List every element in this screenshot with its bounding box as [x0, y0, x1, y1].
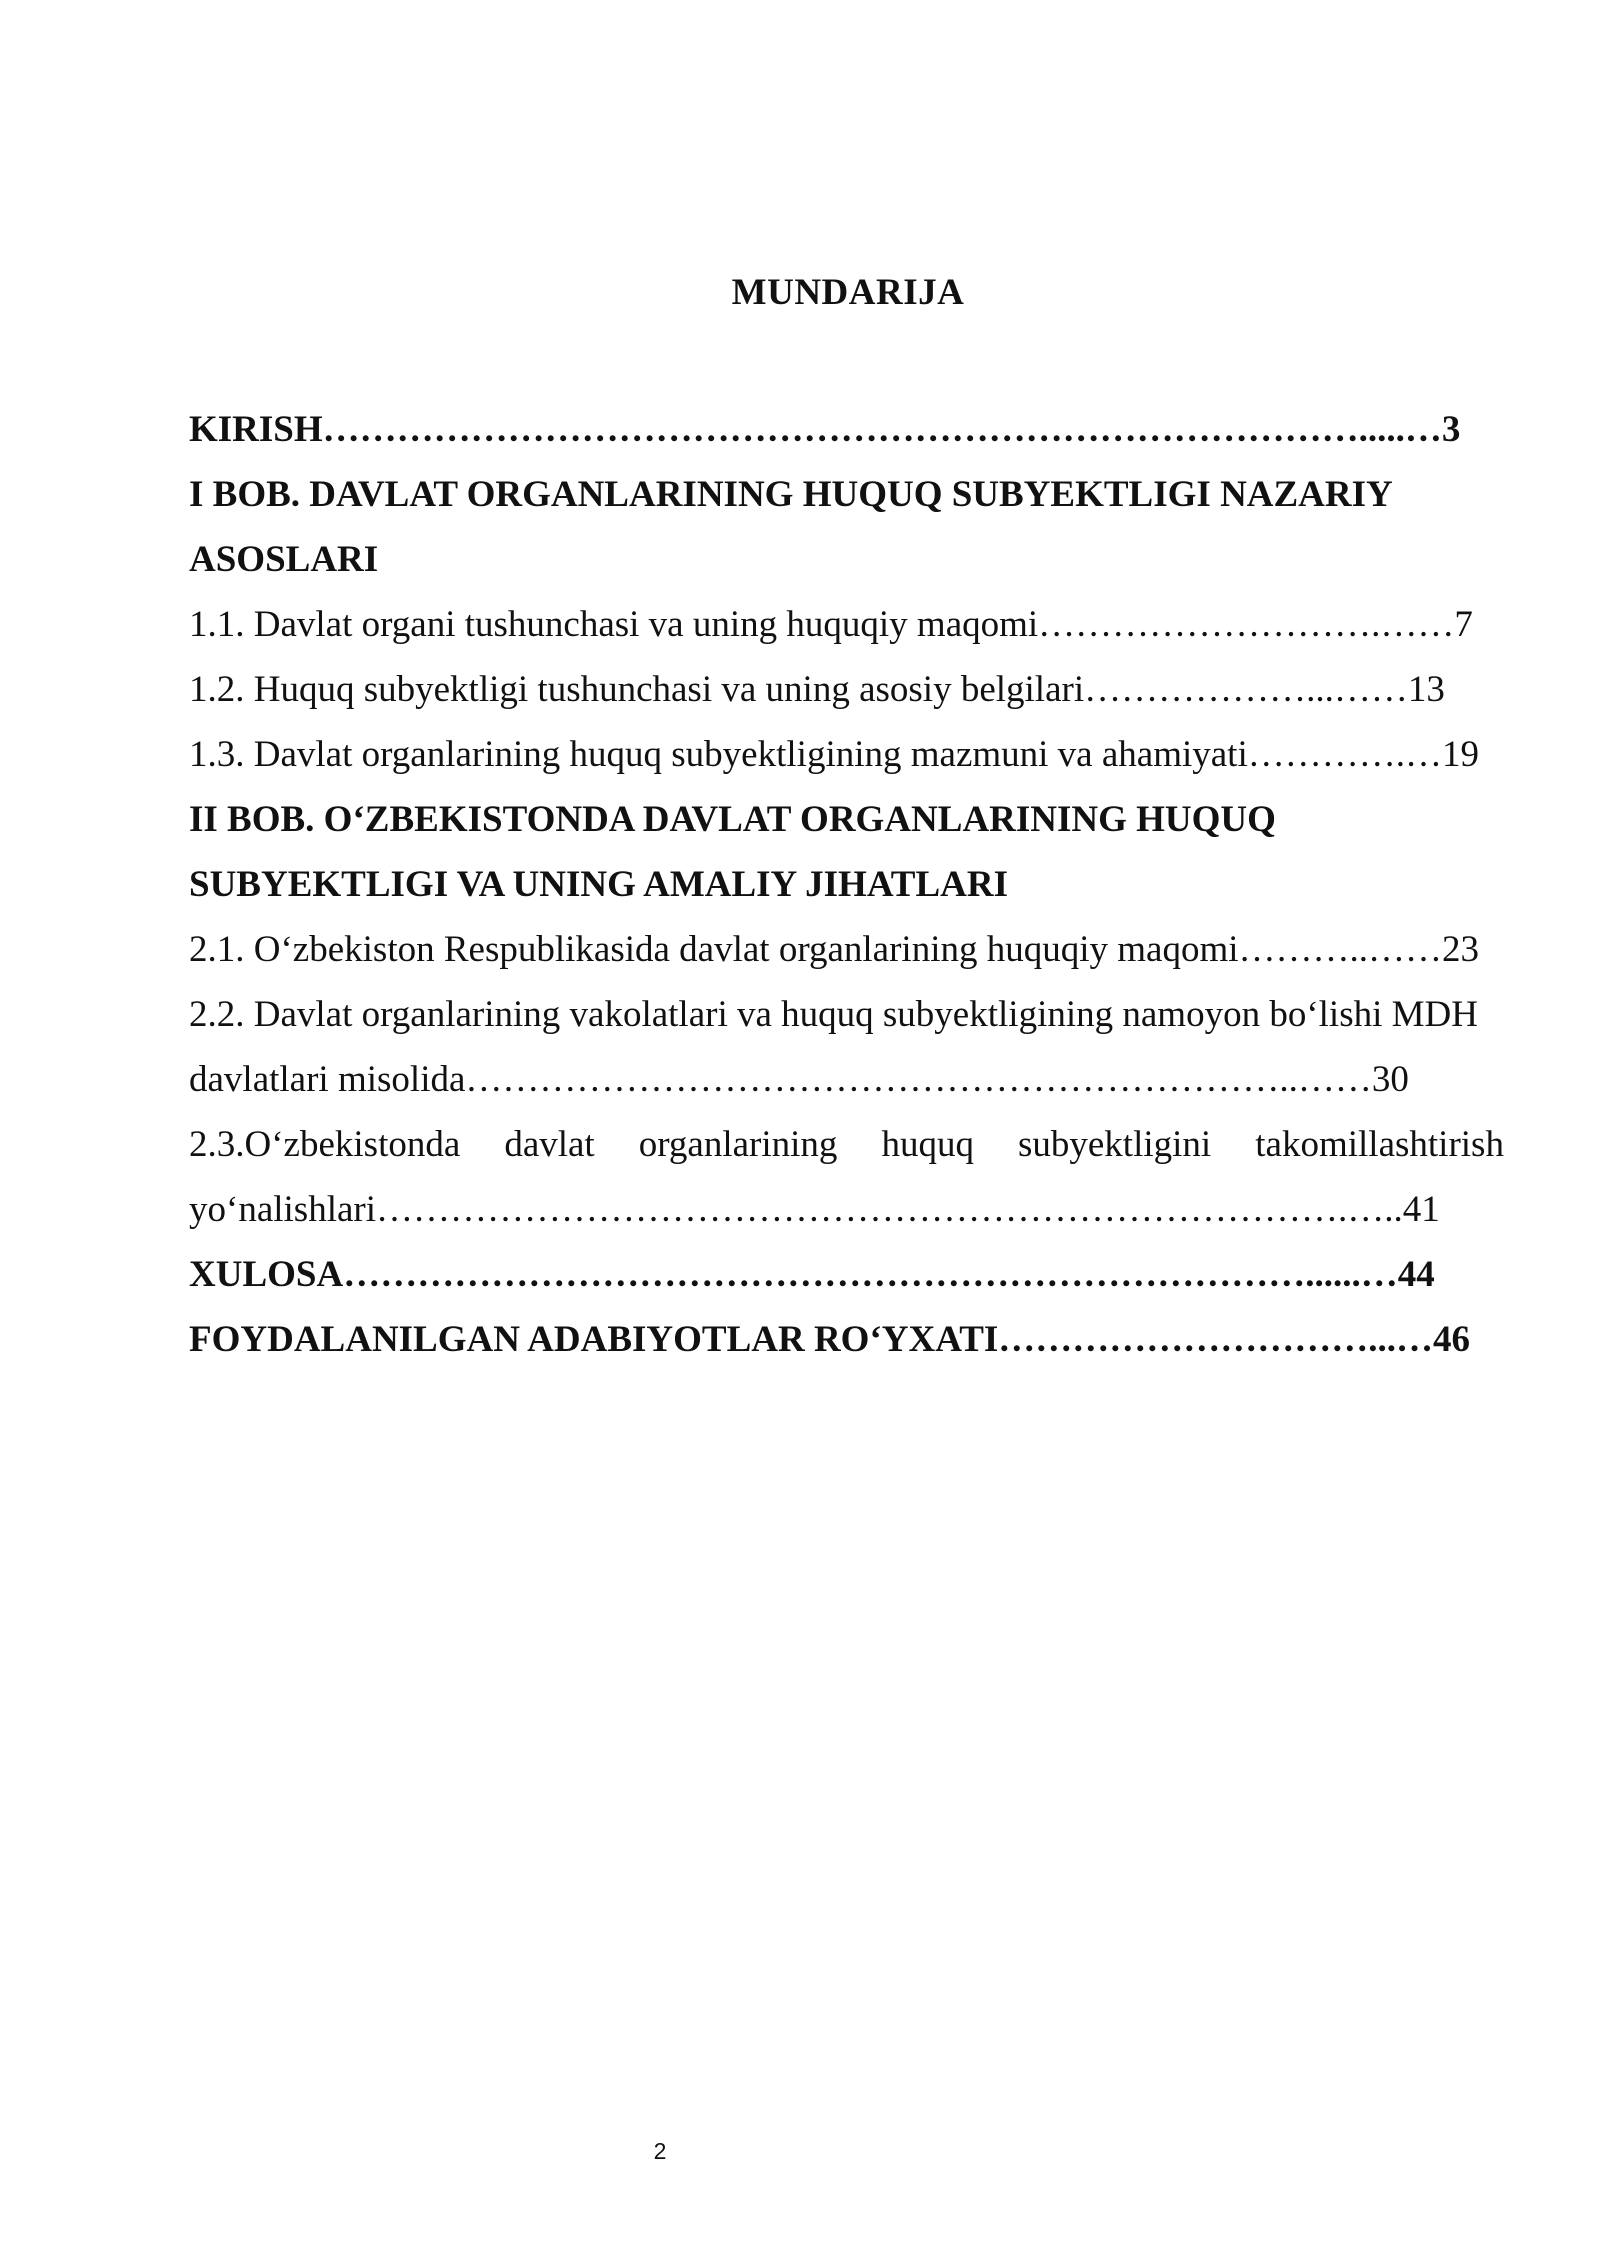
- toc-entry-2-3-cont: yo‘nalishlari…………………………………………………………………….…..41: [189, 1189, 1440, 1230]
- toc-entry-2-3-word: subyektligini: [1017, 1124, 1212, 1165]
- toc-entry-1-2: 1.2. Huquq subyektligi tushunchasi va uning asosiy belgilari………………...……13: [189, 669, 1445, 710]
- toc-chapter-2-heading: II BOB. O‘ZBEKISTONDA DAVLAT ORGANLARINING HUQUQ: [189, 799, 1276, 840]
- toc-entry-2-3-word: huquq: [881, 1124, 974, 1165]
- table-of-contents: [189, 397, 1504, 1372]
- toc-entry-1-1: 1.1. Davlat organi tushunchasi va uning huquqiy maqomi……………………….……7: [189, 604, 1473, 645]
- page-number: 2: [653, 2138, 667, 2164]
- toc-entry-adabiyotlar: FOYDALANILGAN ADABIYOTLAR RO‘YXATI…………………………...…46: [189, 1319, 1471, 1360]
- toc-entry-2-3-word: takomillashtirish: [1255, 1124, 1504, 1165]
- toc-entry-2-2-cont: davlatlari misolida…………………………………………………………..……30: [189, 1059, 1409, 1100]
- toc-chapter-1-heading: I BOB. DAVLAT ORGANLARINING HUQUQ SUBYEKTLIGI NAZARIY: [189, 474, 1393, 515]
- toc-entry-2-1: 2.1. O‘zbekiston Respublikasida davlat organlarining huquqiy maqomi………..……23: [189, 929, 1480, 970]
- toc-entry-2-3-word: davlat: [504, 1124, 595, 1165]
- page-title: MUNDARIJA: [731, 272, 965, 313]
- toc-entry-kirish: KIRISH………………………………………………………………………….....…3: [189, 409, 1461, 450]
- toc-chapter-1-heading-cont: ASOSLARI: [189, 539, 379, 580]
- toc-entry-2-2: 2.2. Davlat organlarining vakolatlari va huquq subyektligining namoyon bo‘lishi MDH: [189, 994, 1478, 1035]
- toc-chapter-2-heading-cont: SUBYEKTLIGI VA UNING AMALIY JIHATLARI: [189, 864, 1008, 905]
- toc-entry-2-3-word: organlarining: [638, 1124, 838, 1165]
- toc-entry-xulosa: XULOSA……………………………………………………………………......…44: [189, 1254, 1435, 1295]
- toc-entry-2-3-word: 2.3.O‘zbekistonda: [189, 1124, 461, 1165]
- toc-entry-2-3: [189, 1112, 1504, 1177]
- toc-entry-1-3: 1.3. Davlat organlarining huquq subyektligining mazmuni va ahamiyati………….…19: [189, 734, 1479, 775]
